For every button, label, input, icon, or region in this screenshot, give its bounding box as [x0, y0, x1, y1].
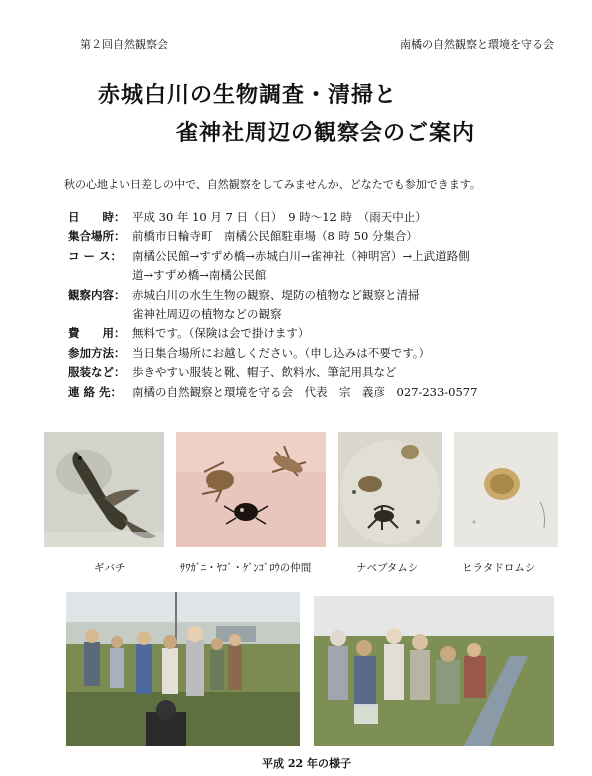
- info-value: 当日集合場所にお越しください。（申し込みは不要です。）: [132, 345, 431, 360]
- info-value: 無料です。（保険は会で掛けます）: [132, 326, 310, 341]
- event-info: [68, 208, 568, 402]
- info-row-contact: [68, 383, 568, 402]
- info-label: 観察内容：: [68, 287, 126, 302]
- info-value: 赤城白川の水生生物の観察、堤防の植物など観察と清掃: [132, 287, 420, 302]
- info-row-course-cont: [68, 266, 568, 285]
- info-value: 道→すずめ橋→南橘公民館: [132, 268, 267, 283]
- caption-gibachi: ギバチ: [94, 562, 126, 574]
- info-label: 参加方法：: [68, 345, 126, 360]
- info-row-place: [68, 227, 568, 246]
- photo-gibachi: [44, 432, 164, 547]
- info-row-fee: [68, 324, 568, 343]
- info-value: 雀神社周辺の植物などの観察: [132, 307, 282, 322]
- photo-river-cleanup: [314, 596, 554, 746]
- info-value: 前橋市日輪寺町 南橘公民館駐車場（8 時 50 分集合）: [132, 229, 418, 244]
- photo-crab-larva: [176, 432, 326, 547]
- photo-hiratadoromushi: [454, 432, 558, 547]
- info-label: 連 絡 先：: [68, 384, 123, 399]
- info-row-clothing: [68, 363, 568, 382]
- info-row-content-cont: [68, 305, 568, 324]
- intro-text: 秋の心地よい日差しの中で、自然観察をしてみませんか、どなたでも参加できます。: [64, 178, 481, 191]
- info-label: 費 用：: [68, 326, 126, 341]
- caption-hiratadoromushi: ヒラタドロムシ: [462, 562, 536, 574]
- info-row-date: [68, 208, 568, 227]
- event-number: 第２回自然観察会: [80, 38, 168, 51]
- photo-nabebutamushi: [338, 432, 442, 547]
- info-row-content: [68, 286, 568, 305]
- photo-caption-2010: 平成 22 年の様子: [262, 757, 351, 770]
- title-line-2: 雀神社周辺の観察会のご案内: [176, 120, 476, 146]
- info-row-method: [68, 344, 568, 363]
- info-value: 歩きやすい服装と靴、帽子、飲料水、筆記用具など: [132, 365, 397, 380]
- info-row-course: [68, 247, 568, 266]
- info-label: コ ー ス：: [68, 248, 123, 263]
- info-label: 集合場所：: [68, 229, 126, 244]
- caption-crab-larva: ｻﾜｶﾞﾆ・ﾔｺﾞ・ｹﾞﾝｺﾞﾛｳの仲間: [180, 562, 312, 574]
- info-label: 服装など：: [68, 365, 126, 380]
- caption-nabebutamushi: ナベブタムシ: [356, 562, 419, 574]
- photo-group-walk: [66, 592, 300, 746]
- title-line-1: 赤城白川の生物調査・清掃と: [98, 82, 398, 108]
- info-value: 南橘の自然観察と環境を守る会 代表 宗 義彦 027-233-0577: [132, 384, 478, 399]
- organizer-name: 南橘の自然観察と環境を守る会: [400, 38, 554, 51]
- info-value: 南橘公民館→すずめ橋→赤城白川→雀神社（神明宮）→上武道路側: [132, 248, 470, 263]
- info-label: 日 時：: [68, 210, 126, 224]
- info-value: 平成 30 年 10 月 7 日（日） 9 時～12 時 （雨天中止）: [132, 210, 427, 224]
